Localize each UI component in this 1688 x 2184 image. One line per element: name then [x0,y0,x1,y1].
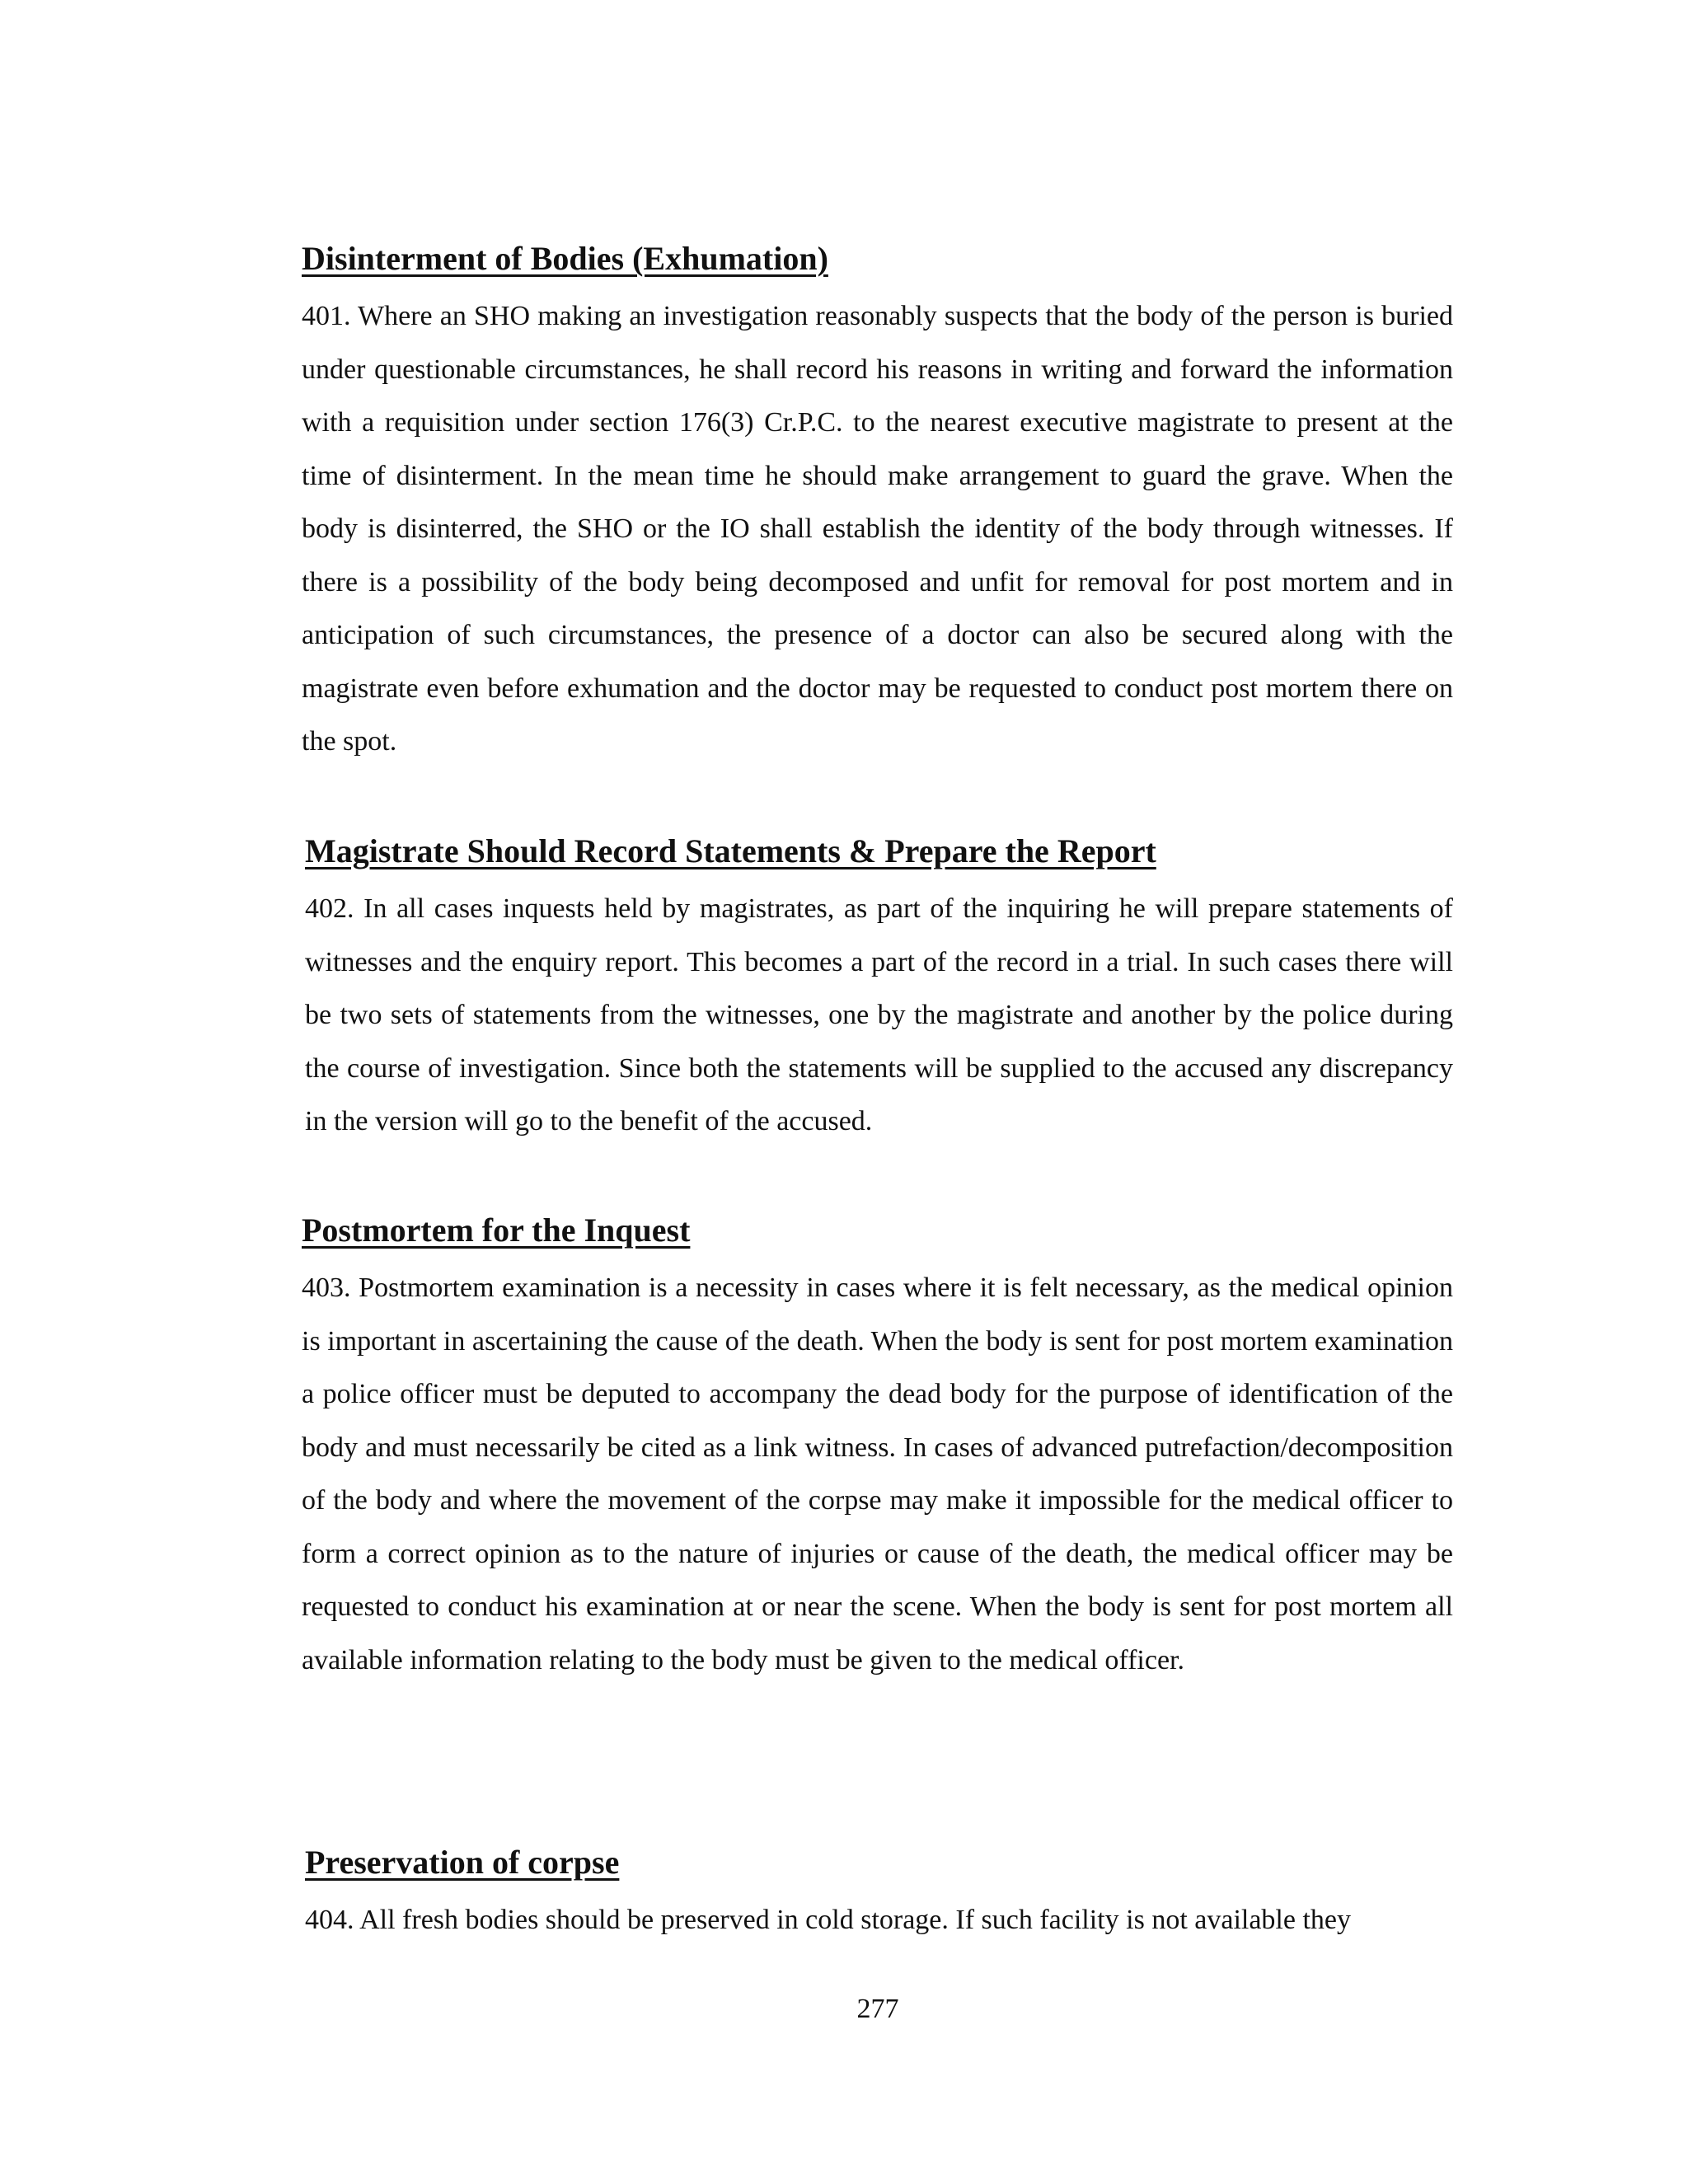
section-heading: Disinterment of Bodies (Exhumation) [302,240,828,277]
section-paragraph: 403. Postmortem examination is a necessity in cases where it is felt necessary, as the medical opinion is important in ascertaining the cause of the death. When the body is sent for post mortem examination a police officer must be deputed to accompany the dead body for the purpose of identification of the body and must necessarily be cited as a link witness. In cases of advanced putrefaction/decomposition of the body and where the movement of the corpse may make it impossible for the medical officer to form a correct opinion as to the nature of injuries or cause of the death, the medical officer may be requested to conduct his examination at or near the scene. When the body is sent for post mortem all available information relating to the body must be given to the medical officer. [302,1272,1453,1675]
section-402 [305,830,1453,1149]
section-paragraph: 402. In all cases inquests held by magistrates, as part of the inquiring he will prepare statements of witnesses and the enquiry report. This becomes a part of the record in a trial. In such cases there will be two sets of statements from the witnesses, one by the magistrate and another by the police during the course of investigation. Since both the statements will be supplied to the accused any discrepancy in the version will go to the benefit of the accused. [305,893,1453,1137]
section-404 [305,1841,1453,1947]
section-401 [302,237,1453,769]
section-paragraph: 404. All fresh bodies should be preserved in cold storage. If such facility is not available they [305,1905,1352,1935]
section-heading: Magistrate Should Record Statements & Prepare the Report [305,832,1156,869]
section-heading: Preservation of corpse [305,1844,620,1881]
section-403 [302,1209,1453,1687]
section-heading: Postmortem for the Inquest [302,1212,691,1249]
page-number: 277 [856,1994,899,2024]
section-paragraph: 401. Where an SHO making an investigation reasonably suspects that the body of the person is buried under questionable circumstances, he shall record his reasons in writing and forward the information with a requisition under section 176(3) Cr.P.C. to the nearest executive magistrate to present at the time of disinterment. In the mean time he should make arrangement to guard the grave. When the body is disinterred, the SHO or the IO shall establish the identity of the body through witnesses. If there is a possibility of the body being decomposed and unfit for removal for post mortem and in anticipation of such circumstances, the presence of a doctor can also be secured along with the magistrate even before exhumation and the doctor may be requested to conduct post mortem there on the spot. [302,301,1453,757]
